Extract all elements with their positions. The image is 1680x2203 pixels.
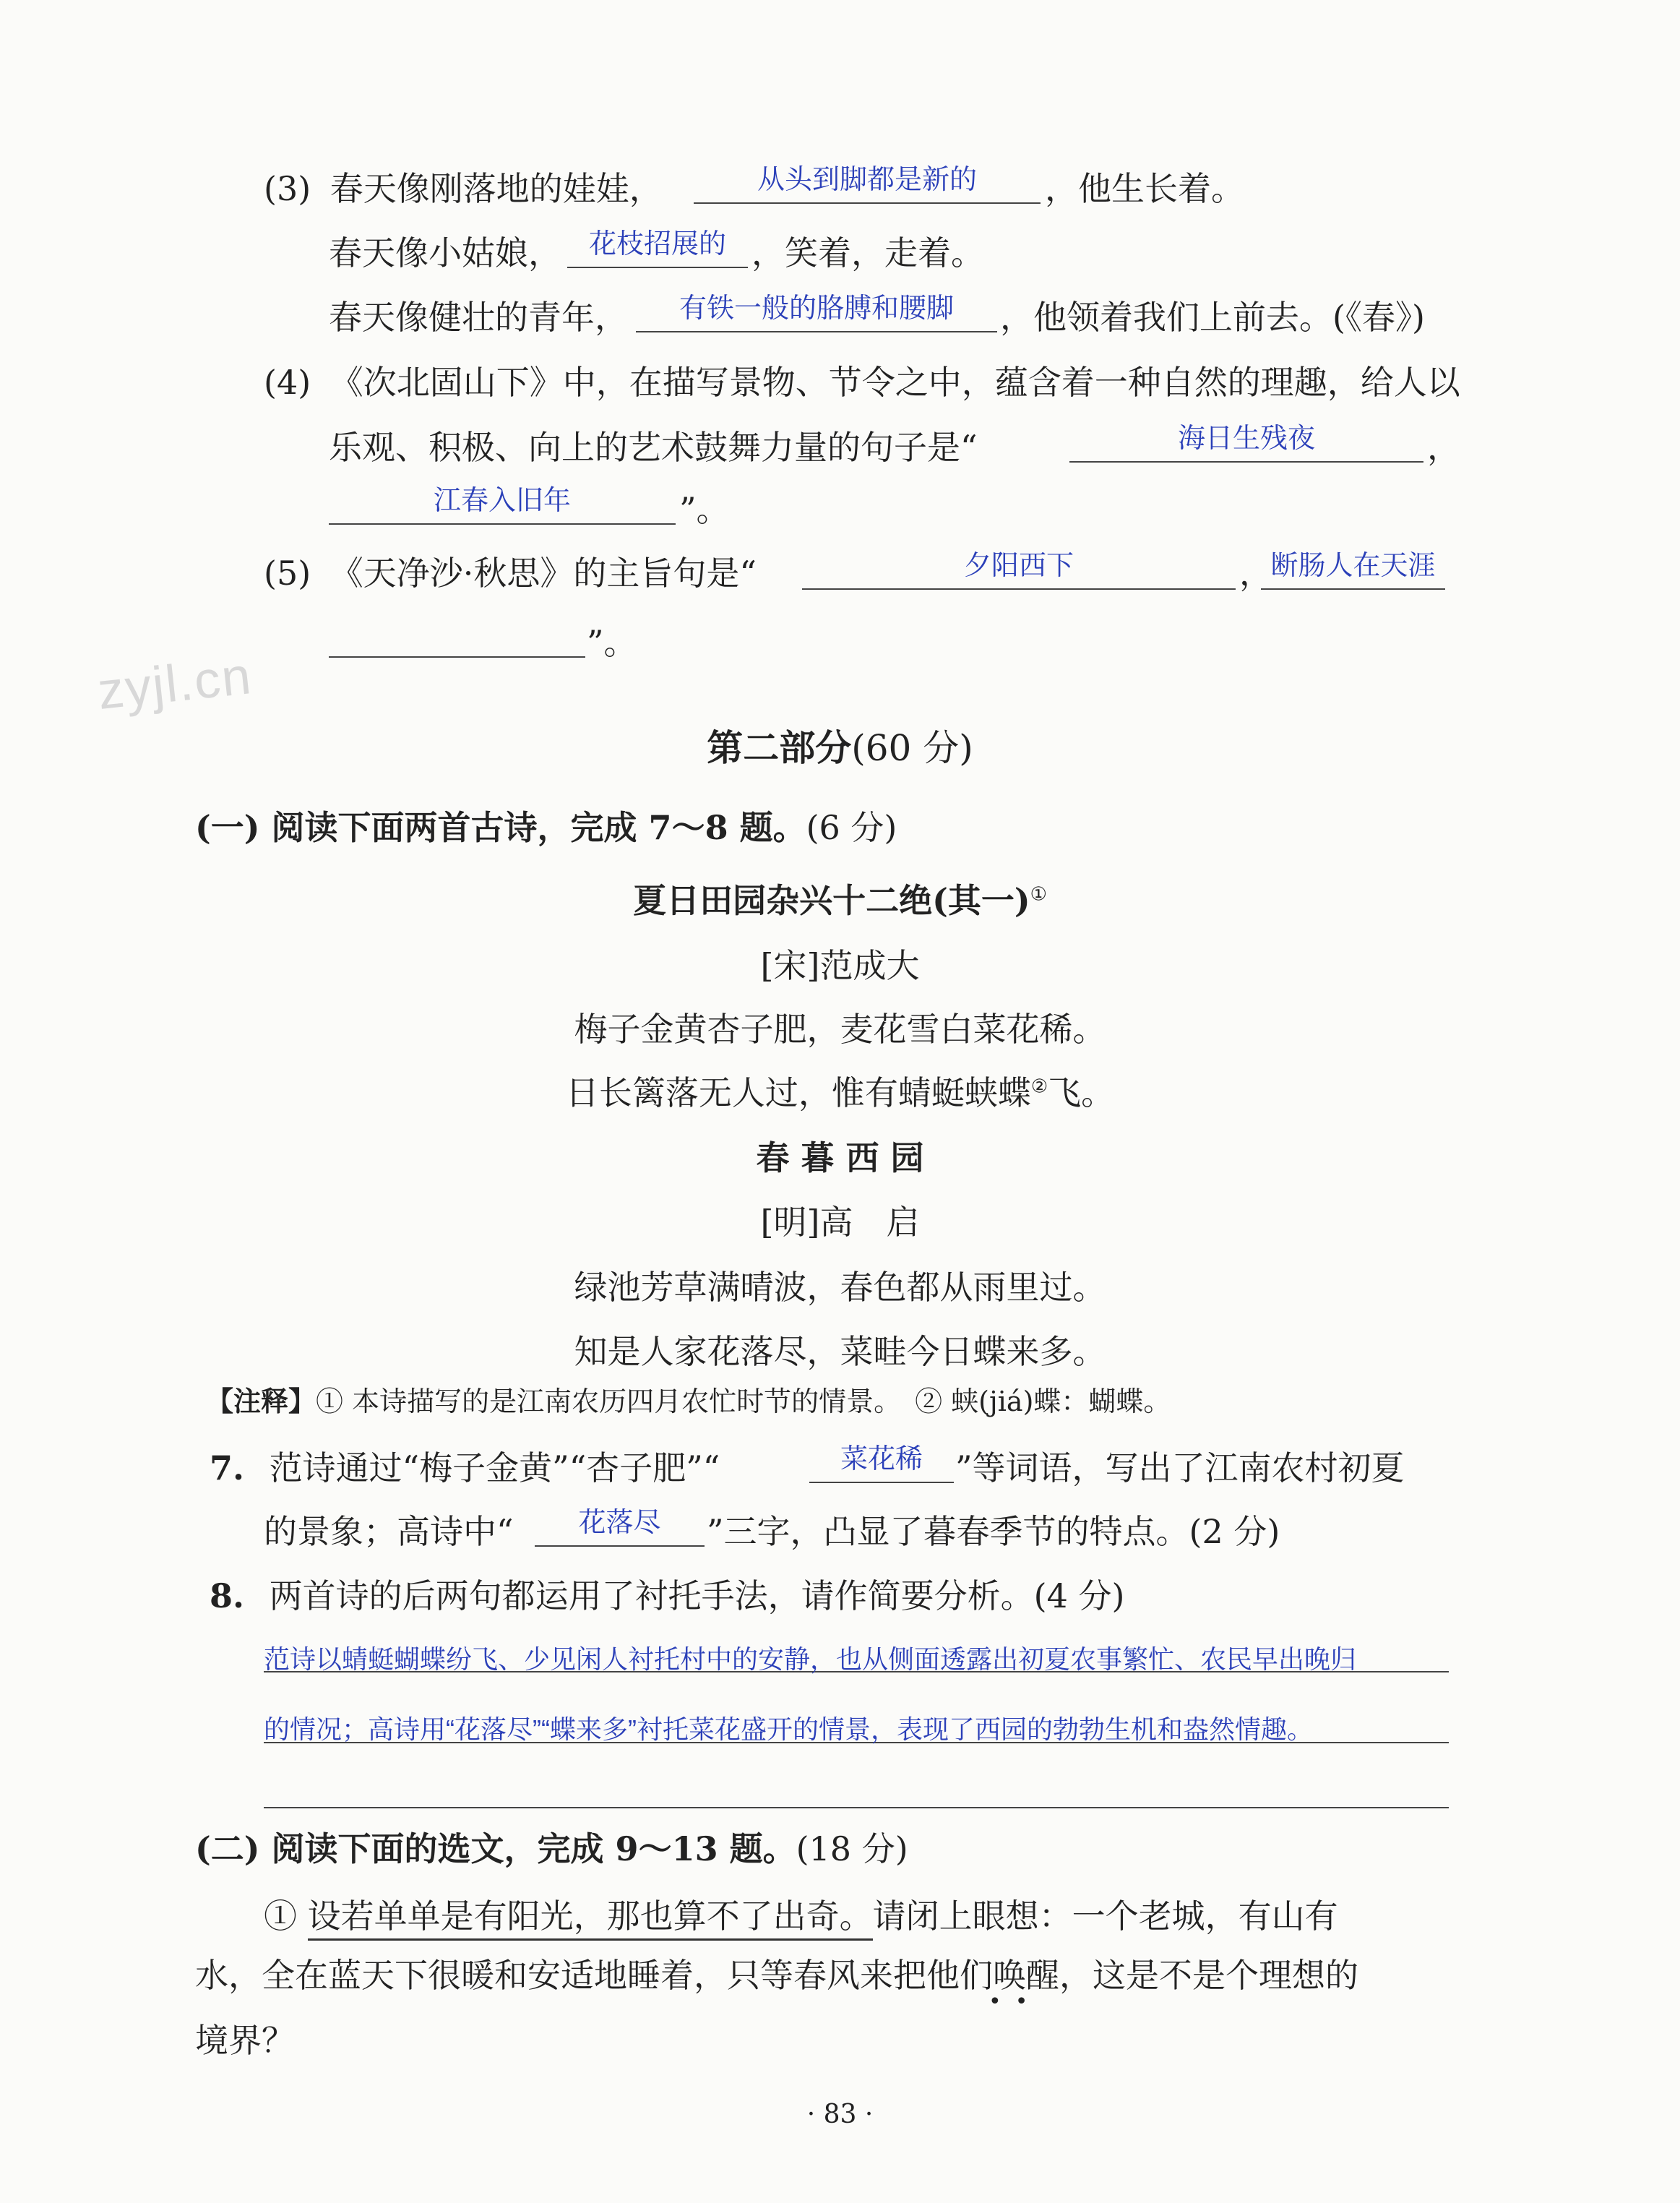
q3-answer-3: 有铁一般的胳膊和腰脚	[679, 293, 954, 324]
q3-blank-1[interactable]	[694, 158, 1041, 204]
q7-l1-suffix: ”等词语，写出了江南农村初夏	[955, 1448, 1405, 1487]
poem-2-line-1: 绿池芳草满晴波，春色都从雨里过。	[574, 1268, 1106, 1307]
q3-answer-1: 从头到脚都是新的	[757, 165, 977, 195]
poem-1-title	[0, 875, 1680, 922]
poem-notes	[206, 1385, 1171, 1417]
q3-answer-2: 花枝招展的	[588, 229, 726, 259]
q5-blank-2[interactable]	[1261, 544, 1445, 590]
q5-answer-1: 夕阳西下	[963, 551, 1074, 581]
q4-answer-1: 海日生残夜	[1177, 424, 1315, 454]
q8-answer-line-3[interactable]	[264, 1807, 1449, 1808]
q3-l1-suffix: ，他生长着。	[1045, 169, 1244, 208]
q7-blank-1[interactable]	[809, 1437, 954, 1483]
q4-number: (4)	[264, 363, 311, 402]
q3-l1-prefix: 春天像刚落地的娃娃，	[329, 169, 663, 208]
q3-l3-prefix: 春天像健壮的青年，	[329, 298, 628, 337]
q7-number: 7.	[210, 1448, 245, 1487]
q8-line	[210, 1576, 1125, 1615]
q7-l2-prefix: 的景象；高诗中“	[264, 1512, 514, 1551]
q5-end: ”。	[587, 623, 637, 662]
paragraph-line-1-rest: 请闭上眼想：一个老城，有山有	[872, 1897, 1338, 1936]
part-2-score: (60 分)	[851, 727, 973, 769]
section-2-heading-text: (二) 阅读下面的选文，完成 9～13 题。	[195, 1829, 796, 1868]
section-2-heading	[195, 1829, 908, 1868]
watermark: zyjl.cn	[95, 647, 255, 721]
section-1-heading-text: (一) 阅读下面两首古诗，完成 7～8 题。	[195, 808, 806, 847]
q4-l1-text: 《次北固山下》中，在描写景物、节令之中，蕴含着一种自然的理趣，给人以	[329, 363, 1460, 402]
poem-1-line-2-text: 日长篱落无人过，惟有蜻蜓蛱蝶	[565, 1073, 1031, 1112]
q7-answer-2: 花落尽	[578, 1508, 661, 1538]
q5-comma: ，	[1239, 554, 1272, 593]
emphasis-dots: • •	[988, 1989, 1028, 2014]
poem-1-title-text: 夏日田园杂兴十二绝(其一)	[633, 881, 1030, 920]
q5-number: (5)	[264, 554, 311, 593]
q7-blank-2[interactable]	[535, 1500, 705, 1547]
paragraph-line-2: 水，全在蓝天下很暖和安适地睡着，只等春风来把他们唤醒，这是不是个理想的	[195, 1956, 1358, 1995]
q8-answer-text-2: 的情况；高诗用“花落尽”“蝶来多”衬托菜花盛开的情景，表现了西园的勃勃生机和盎然情趣。	[264, 1714, 1313, 1744]
section-1-score: (6 分)	[806, 808, 897, 847]
paragraph-line-3: 境界？	[195, 2021, 295, 2060]
q4-blank-1[interactable]	[1069, 416, 1423, 463]
section-1-heading	[195, 808, 897, 847]
paragraph-underlined-sentence: 设若单单是有阳光，那也算不了出奇。	[308, 1897, 873, 1941]
poem-1-line-1: 梅子金黄杏子肥，麦花雪白菜花稀。	[574, 1010, 1106, 1049]
q5-blank-3[interactable]	[329, 611, 585, 658]
q5-prefix: 《天净沙·秋思》的主旨句是“	[329, 554, 757, 593]
q3-number: (3)	[264, 169, 311, 208]
part-2-title	[0, 719, 1680, 771]
q4-line-1	[264, 363, 1460, 402]
q3-blank-2[interactable]	[567, 222, 748, 268]
q5-answer-2: 断肠人在天涯	[1270, 551, 1436, 581]
section-2-score: (18 分)	[796, 1829, 908, 1868]
poem-2-title: 春 暮 西 园	[756, 1138, 924, 1177]
q3-l2-prefix: 春天像小姑娘，	[329, 233, 561, 272]
poem-1-line-2	[0, 1067, 1680, 1115]
q4-end: ”。	[679, 490, 730, 529]
q7-l2-suffix: ”三字，凸显了暮春季节的特点。(2 分)	[707, 1512, 1280, 1551]
poem-1-line-2-end: 飞。	[1048, 1073, 1115, 1112]
poem-notes-text: ① 本诗描写的是江南农历四月农忙时节的情景。 ② 蛱(jiá)蝶：蝴蝶。	[316, 1386, 1171, 1417]
poem-1-title-note: ①	[1030, 883, 1047, 906]
q5-blank-1[interactable]	[802, 544, 1236, 590]
q7-answer-1: 菜花稀	[840, 1444, 923, 1474]
q4-blank-2[interactable]	[329, 478, 676, 525]
poem-1-line-2-note: ②	[1030, 1075, 1048, 1098]
q3-line-1	[264, 169, 663, 208]
poem-notes-label: 【注释】	[206, 1385, 316, 1417]
q7-line-1	[210, 1448, 720, 1487]
poem-1-author: [宋]范成大	[760, 946, 920, 985]
q8-text: 两首诗的后两句都运用了衬托手法，请作简要分析。(4 分)	[269, 1576, 1125, 1615]
q7-l1-prefix: 范诗通过“梅子金黄”“杏子肥”“	[269, 1448, 720, 1487]
q3-l3-suffix: ，他领着我们上前去。(《春》)	[1000, 298, 1425, 337]
passage-paragraph-1	[264, 1897, 1338, 1936]
q4-l2-prefix: 乐观、积极、向上的艺术鼓舞力量的句子是“	[329, 428, 978, 467]
page-number: · 83 ·	[806, 2100, 874, 2129]
q4-answer-2: 江春入旧年	[433, 486, 571, 516]
poem-2-line-2: 知是人家花落尽，菜畦今日蝶来多。	[574, 1332, 1106, 1371]
q5-line-1	[264, 554, 757, 593]
q3-l2-suffix: ，笑着，走着。	[751, 233, 984, 272]
poem-2-author: [明]高 启	[760, 1203, 920, 1242]
q8-answer-text-1: 范诗以蜻蜓蝴蝶纷飞、少见闲人衬托村中的安静，也从侧面透露出初夏农事繁忙、农民早出晚归	[264, 1644, 1357, 1674]
q4-comma: ，	[1427, 428, 1460, 467]
paragraph-number: ①	[264, 1897, 297, 1936]
q8-number: 8.	[210, 1576, 245, 1615]
part-2-title-text: 第二部分	[707, 726, 852, 769]
q3-blank-3[interactable]	[636, 286, 997, 332]
